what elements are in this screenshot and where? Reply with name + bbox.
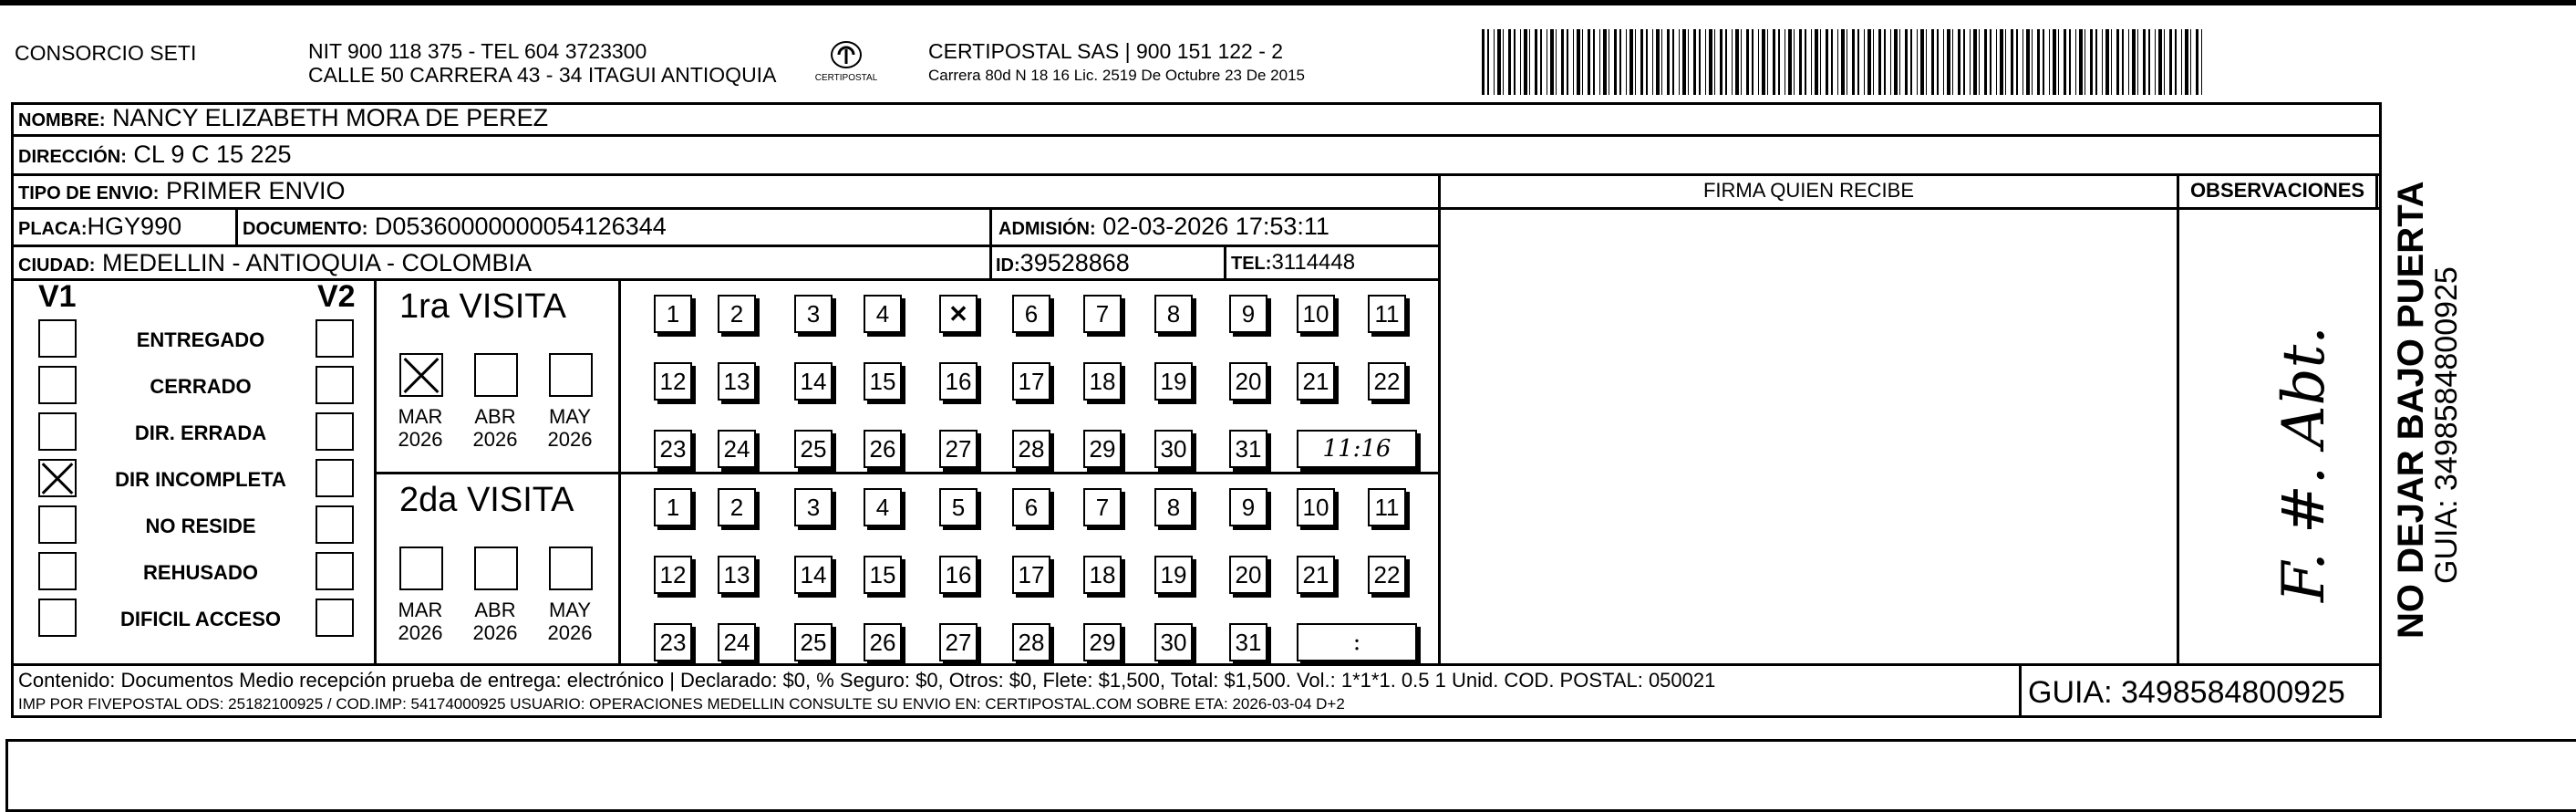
day-box-29[interactable]: 29 [1083, 623, 1122, 661]
day-box-11[interactable]: 11 [1368, 488, 1406, 526]
month-label: ABR [474, 599, 516, 621]
placa-field: PLACA:HGY990 [18, 213, 182, 240]
side-warning: NO DEJAR BAJO PUERTA [2391, 181, 2431, 639]
day-box-4[interactable]: 4 [864, 295, 902, 333]
day-box-19[interactable]: 19 [1154, 362, 1193, 401]
certipostal-title: CERTIPOSTAL SAS | 900 151 122 - 2 [928, 39, 1284, 63]
day-box-17[interactable]: 17 [1012, 362, 1050, 401]
day-box-16[interactable]: 16 [939, 556, 978, 594]
day-box-10[interactable]: 10 [1297, 488, 1335, 526]
day-box-1[interactable]: 1 [654, 488, 692, 526]
day-box-27[interactable]: 27 [939, 623, 978, 661]
day-box-30[interactable]: 30 [1154, 623, 1193, 661]
visit-time[interactable]: : [1297, 623, 1417, 661]
day-box-17[interactable]: 17 [1012, 556, 1050, 594]
day-box-6[interactable]: 6 [1012, 295, 1050, 333]
month-year: 2026 [472, 621, 518, 644]
day-box-25[interactable]: 25 [794, 623, 833, 661]
direccion-field: DIRECCIÓN: CL 9 C 15 225 [18, 141, 292, 168]
day-box-18[interactable]: 18 [1083, 362, 1122, 401]
day-box-30[interactable]: 30 [1154, 430, 1193, 468]
day-box-21[interactable]: 21 [1297, 556, 1335, 594]
v2-checkbox[interactable] [316, 366, 354, 404]
svg-text:CERTIPOSTAL: CERTIPOSTAL [814, 73, 878, 83]
day-box-5[interactable]: ✕ [939, 295, 978, 333]
month-label: MAR [398, 599, 443, 621]
day-box-18[interactable]: 18 [1083, 556, 1122, 594]
day-box-29[interactable]: 29 [1083, 430, 1122, 468]
v2-checkbox[interactable] [316, 459, 354, 497]
day-box-26[interactable]: 26 [864, 623, 902, 661]
day-box-23[interactable]: 23 [654, 430, 692, 468]
v1-checkbox[interactable] [38, 552, 77, 590]
v1-label: V1 [38, 279, 77, 314]
day-box-11[interactable]: 11 [1368, 295, 1406, 333]
day-box-6[interactable]: 6 [1012, 488, 1050, 526]
day-box-13[interactable]: 13 [718, 362, 756, 401]
v2-checkbox[interactable] [316, 552, 354, 590]
day-box-7[interactable]: 7 [1083, 488, 1122, 526]
side-guia: GUIA: 3498584800925 [2429, 266, 2464, 584]
month-checkbox[interactable] [549, 547, 593, 590]
bottom-frame [5, 739, 2576, 812]
v2-checkbox[interactable] [316, 319, 354, 358]
day-box-8[interactable]: 8 [1154, 295, 1193, 333]
visit-time[interactable]: 11:16 [1297, 430, 1417, 468]
day-box-2[interactable]: 2 [718, 488, 756, 526]
v1-checkbox[interactable] [38, 412, 77, 451]
day-box-3[interactable]: 3 [794, 488, 833, 526]
footer-content-line: Contenido: Documentos Medio recepción prueba de entrega: electrónico | Declarado: $0, % Seguro: $0, Otros: $0, Flete: $1,500, Total: $1,500. Vol.: 1*1*1. 0.5 1 Unid. COD. POSTAL: 050021 [18, 669, 1716, 692]
month-label: MAY [548, 405, 592, 428]
day-box-12[interactable]: 12 [654, 556, 692, 594]
v1-checkbox[interactable] [38, 599, 77, 637]
day-box-24[interactable]: 24 [718, 430, 756, 468]
day-box-10[interactable]: 10 [1297, 295, 1335, 333]
day-box-25[interactable]: 25 [794, 430, 833, 468]
admision-field: ADMISIÓN: 02-03-2026 17:53:11 [998, 213, 1329, 240]
day-box-3[interactable]: 3 [794, 295, 833, 333]
id-field: ID:39528868 [996, 249, 1130, 276]
v1-checkbox[interactable] [38, 319, 77, 358]
month-year: 2026 [547, 621, 593, 644]
day-box-2[interactable]: 2 [718, 295, 756, 333]
day-box-15[interactable]: 15 [864, 362, 902, 401]
month-checkbox[interactable] [474, 353, 518, 397]
day-box-9[interactable]: 9 [1229, 488, 1267, 526]
day-box-31[interactable]: 31 [1229, 430, 1267, 468]
day-box-14[interactable]: 14 [794, 556, 833, 594]
month-year: 2026 [472, 428, 518, 451]
certipostal-logo [810, 36, 883, 91]
status-label: DIFICIL ACCESO [119, 608, 281, 630]
status-label: DIR. ERRADA [134, 422, 267, 444]
day-box-20[interactable]: 20 [1229, 362, 1267, 401]
visit-title: 1ra VISITA [399, 287, 567, 326]
day-box-24[interactable]: 24 [718, 623, 756, 661]
day-box-5[interactable]: 5 [939, 488, 978, 526]
day-box-26[interactable]: 26 [864, 430, 902, 468]
month-year: 2026 [398, 621, 443, 644]
day-box-28[interactable]: 28 [1012, 430, 1050, 468]
status-label: REHUSADO [143, 561, 258, 584]
day-box-16[interactable]: 16 [939, 362, 978, 401]
day-box-22[interactable]: 22 [1368, 362, 1406, 401]
day-box-15[interactable]: 15 [864, 556, 902, 594]
day-box-12[interactable]: 12 [654, 362, 692, 401]
v2-checkbox[interactable] [316, 505, 354, 544]
v1-checkbox[interactable] [38, 505, 77, 544]
footer-guia: GUIA: 3498584800925 [2028, 675, 2345, 710]
handwritten-observation: F. #. Abt. [2271, 326, 2338, 602]
month-checkbox[interactable] [549, 353, 593, 397]
documento-field: DOCUMENTO: D05360000000054126344 [243, 213, 667, 240]
tel-field: TEL:3114448 [1231, 250, 1356, 275]
v2-label: V2 [317, 279, 356, 314]
v1-checkbox[interactable] [38, 459, 77, 497]
certipostal-license: Carrera 80d N 18 16 Lic. 2519 De Octubre 23 De 2015 [928, 67, 1305, 84]
status-label: DIR INCOMPLETA [115, 468, 286, 491]
day-box-7[interactable]: 7 [1083, 295, 1122, 333]
month-checkbox[interactable] [399, 353, 443, 397]
tipo-envio-field: TIPO DE ENVIO: PRIMER ENVIO [18, 177, 346, 204]
status-label: ENTREGADO [136, 328, 265, 351]
company-name: CONSORCIO SETI [15, 41, 197, 65]
day-box-9[interactable]: 9 [1229, 295, 1267, 333]
day-box-19[interactable]: 19 [1154, 556, 1193, 594]
v2-checkbox[interactable] [316, 412, 354, 451]
month-checkbox[interactable] [399, 547, 443, 590]
day-box-28[interactable]: 28 [1012, 623, 1050, 661]
footer-imp-line: IMP POR FIVEPOSTAL ODS: 25182100925 / COD.IMP: 54174000925 USUARIO: OPERACIONES MEDELLIN CONSULTE SU ENVIO EN: CERTIPOSTAL.COM SOBRE ETA: 2026-03-04 D+2 [18, 695, 1345, 713]
day-box-4[interactable]: 4 [864, 488, 902, 526]
firma-header: FIRMA QUIEN RECIBE [1702, 179, 1915, 202]
v2-checkbox[interactable] [316, 599, 354, 637]
day-box-21[interactable]: 21 [1297, 362, 1335, 401]
day-box-13[interactable]: 13 [718, 556, 756, 594]
nit-line: NIT 900 118 375 - TEL 604 3723300 [308, 39, 647, 63]
day-box-14[interactable]: 14 [794, 362, 833, 401]
top-border [0, 0, 2576, 5]
month-year: 2026 [547, 428, 593, 451]
nombre-field: NOMBRE: NANCY ELIZABETH MORA DE PEREZ [18, 104, 549, 131]
day-box-23[interactable]: 23 [654, 623, 692, 661]
day-box-27[interactable]: 27 [939, 430, 978, 468]
day-box-1[interactable]: 1 [654, 295, 692, 333]
day-box-31[interactable]: 31 [1229, 623, 1267, 661]
month-label: MAR [398, 405, 443, 428]
v1-checkbox[interactable] [38, 366, 77, 404]
day-box-22[interactable]: 22 [1368, 556, 1406, 594]
month-label: MAY [548, 599, 592, 621]
status-label: CERRADO [150, 375, 252, 398]
month-checkbox[interactable] [474, 547, 518, 590]
ciudad-field: CIUDAD: MEDELLIN - ANTIOQUIA - COLOMBIA [18, 249, 533, 276]
visit-title: 2da VISITA [399, 481, 574, 519]
barcode [1482, 29, 2202, 95]
month-label: ABR [474, 405, 516, 428]
day-box-20[interactable]: 20 [1229, 556, 1267, 594]
observaciones-header: OBSERVACIONES [2189, 179, 2365, 202]
address-line: CALLE 50 CARRERA 43 - 34 ITAGUI ANTIOQUIA [308, 63, 777, 87]
day-box-8[interactable]: 8 [1154, 488, 1193, 526]
month-year: 2026 [398, 428, 443, 451]
status-label: NO RESIDE [145, 515, 256, 537]
